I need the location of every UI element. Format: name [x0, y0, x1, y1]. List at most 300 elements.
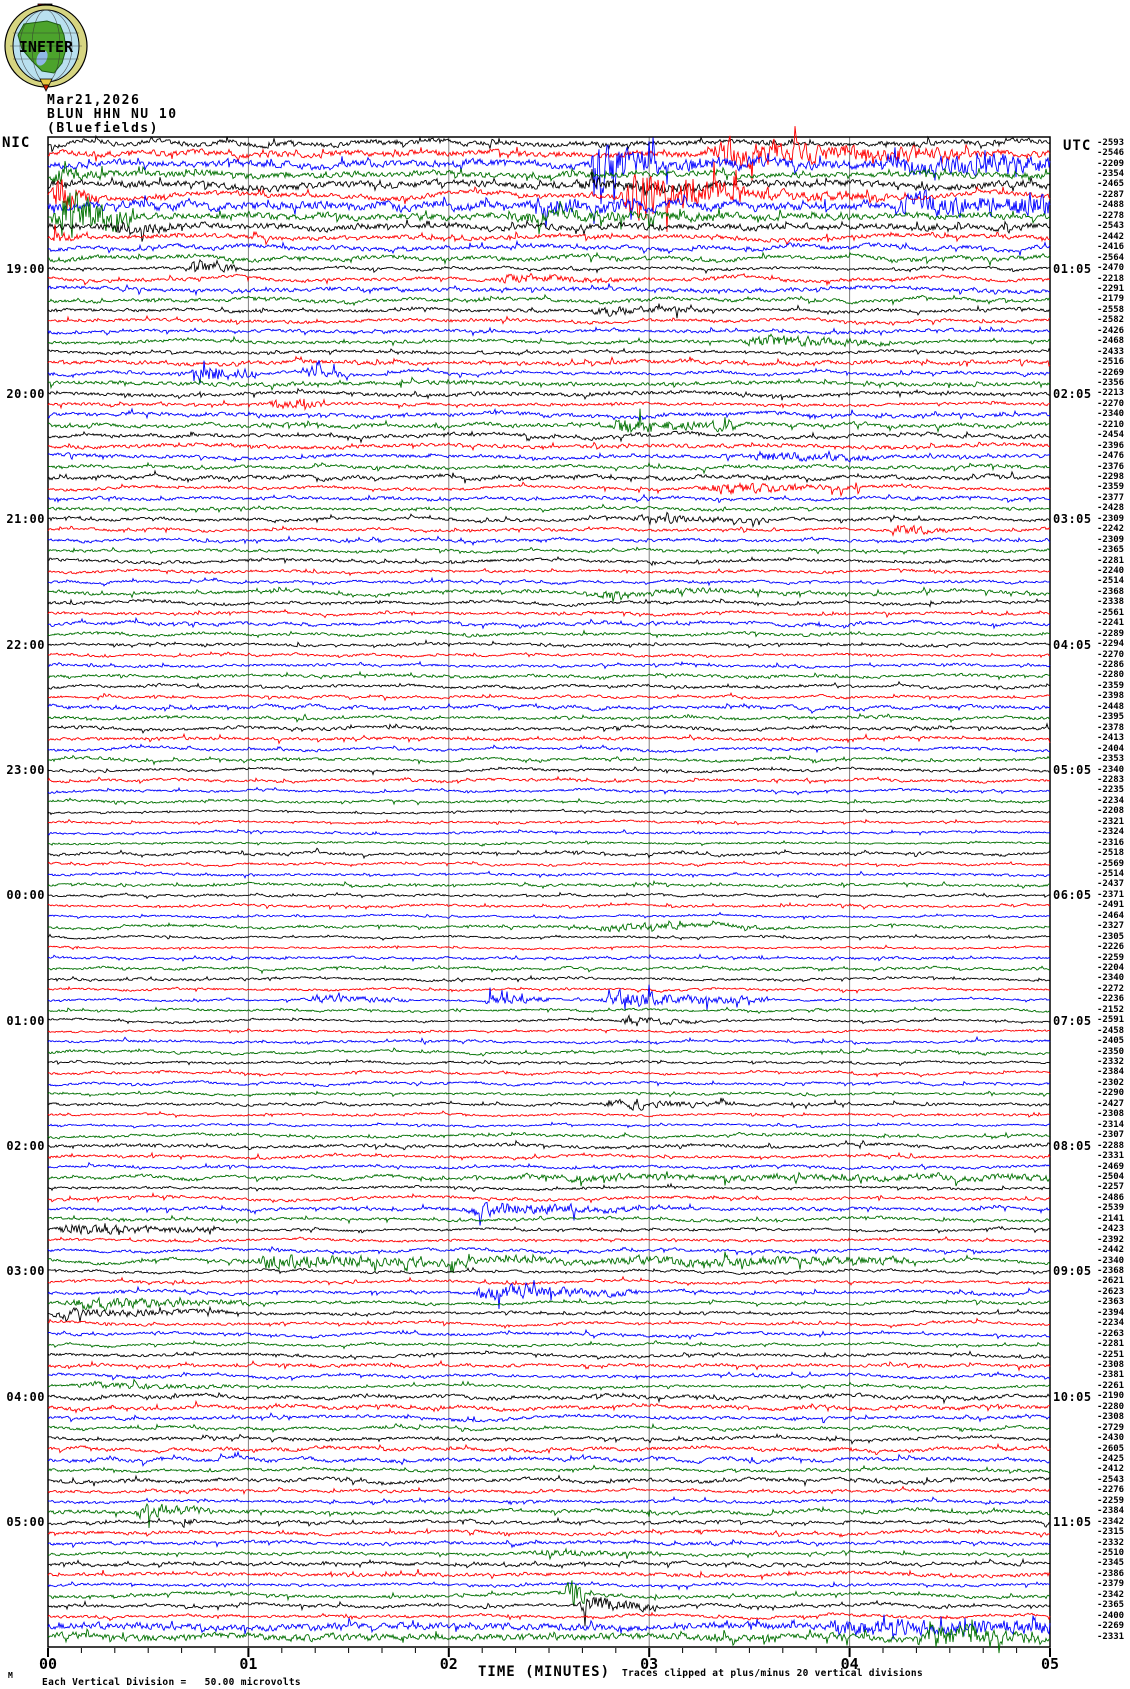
- row-value-label: -2241: [1097, 618, 1125, 629]
- seismo-trace-row-20: [48, 334, 1050, 346]
- seismo-trace-row-134: [48, 1529, 1050, 1537]
- row-value-label: -2240: [1097, 566, 1125, 577]
- row-value-label: -2331: [1097, 1631, 1125, 1642]
- seismo-trace-row-58: [48, 734, 1050, 743]
- row-value-label: -2564: [1097, 252, 1125, 263]
- seismo-trace-row-90: [48, 1070, 1050, 1077]
- seismo-trace-row-69: [48, 848, 1050, 858]
- row-value-label: -2593: [1097, 137, 1125, 148]
- minute-label-03: 03: [640, 1655, 659, 1673]
- seismo-trace-row-6: [48, 162, 1050, 232]
- row-value-label: -2426: [1097, 325, 1125, 336]
- x-axis-title: TIME (MINUTES): [478, 1664, 611, 1680]
- row-value-label: -2605: [1097, 1443, 1125, 1454]
- seismo-trace-row-99: [48, 1163, 1050, 1170]
- seismo-trace-row-114: [48, 1319, 1050, 1328]
- row-value-label: -2394: [1097, 1307, 1125, 1318]
- seismo-trace-row-36: [48, 505, 1050, 513]
- seismo-trace-row-129: [48, 1476, 1050, 1486]
- row-value-label: -2386: [1097, 1568, 1125, 1579]
- seismo-trace-row-141: [48, 1597, 1050, 1626]
- row-value-label: -2384: [1097, 1506, 1125, 1517]
- seismo-trace-row-11: [48, 242, 1050, 256]
- seismo-trace-row-71: [48, 871, 1050, 877]
- seismo-trace-row-108: [48, 1252, 1050, 1273]
- minute-label-02: 02: [439, 1655, 458, 1673]
- row-value-label: -2359: [1097, 680, 1125, 691]
- seismo-trace-row-116: [48, 1341, 1050, 1349]
- row-value-label: -2332: [1097, 1057, 1125, 1068]
- row-value-label: -2226: [1097, 942, 1125, 953]
- seismo-trace-row-18: [48, 316, 1050, 325]
- row-value-label: -2210: [1097, 419, 1125, 430]
- row-value-label: -2315: [1097, 1527, 1125, 1538]
- row-value-label: -2190: [1097, 1391, 1125, 1402]
- seismo-trace-row-112: [48, 1298, 1050, 1311]
- row-value-label: -2291: [1097, 283, 1125, 294]
- hour-label-2100: 21:00: [6, 512, 45, 527]
- row-value-label: -2379: [1097, 1579, 1125, 1590]
- seismo-trace-row-30: [48, 442, 1050, 450]
- seismo-trace-row-100: [48, 1171, 1050, 1186]
- row-value-label: -2384: [1097, 1067, 1125, 1078]
- row-value-label: -2213: [1097, 388, 1125, 399]
- seismo-trace-row-24: [48, 377, 1050, 389]
- row-value-label: -2442: [1097, 231, 1125, 242]
- row-value-label: -2491: [1097, 900, 1125, 911]
- seismo-trace-row-51: [48, 662, 1050, 669]
- row-value-label: -2179: [1097, 294, 1125, 305]
- seismo-trace-row-43: [48, 578, 1050, 586]
- seismo-trace-row-53: [48, 682, 1050, 690]
- seismo-trace-row-8: [48, 192, 1050, 238]
- seismo-trace-row-123: [48, 1413, 1050, 1423]
- row-value-label: -2327: [1097, 921, 1125, 932]
- row-value-label: -2338: [1097, 597, 1125, 608]
- row-value-label: -2281: [1097, 555, 1125, 566]
- row-value-label: -2259: [1097, 952, 1125, 963]
- right-timezone-label: UTC: [1063, 138, 1092, 154]
- seismo-trace-row-26: [48, 399, 1050, 409]
- seismo-trace-row-136: [48, 1549, 1050, 1559]
- row-value-label: -2476: [1097, 451, 1125, 462]
- seismo-trace-row-79: [48, 955, 1050, 961]
- minute-label-04: 04: [840, 1655, 859, 1673]
- hour-label-0405: 04:05: [1053, 637, 1092, 652]
- row-value-label: -2433: [1097, 346, 1125, 357]
- seismo-trace-row-135: [48, 1540, 1050, 1548]
- seismo-trace-row-13: [48, 260, 1050, 273]
- row-value-label: -2464: [1097, 910, 1125, 921]
- row-value-label: -2152: [1097, 1004, 1125, 1015]
- seismo-trace-row-124: [48, 1424, 1050, 1432]
- seismo-trace-row-85: [48, 1016, 1050, 1027]
- minute-label-05: 05: [1040, 1655, 1060, 1673]
- hour-label-0705: 07:05: [1053, 1013, 1092, 1028]
- seismo-trace-row-54: [48, 693, 1050, 700]
- hour-label-0105: 01:05: [1053, 261, 1092, 276]
- seismo-trace-row-37: [48, 513, 1050, 527]
- seismo-trace-row-57: [48, 724, 1050, 733]
- seismo-trace-row-62: [48, 777, 1050, 783]
- row-value-label: -2569: [1097, 858, 1125, 869]
- row-value-label: -2353: [1097, 754, 1125, 765]
- hour-label-0605: 06:05: [1053, 888, 1092, 903]
- hour-label-0505: 05:05: [1053, 763, 1092, 778]
- hour-label-2000: 20:00: [6, 386, 45, 401]
- seismo-trace-row-35: [48, 495, 1050, 503]
- row-value-label: -2340: [1097, 1255, 1125, 1266]
- hour-label-0000: 00:00: [6, 888, 45, 903]
- row-value-label: -2510: [1097, 1548, 1125, 1559]
- row-value-label: -2623: [1097, 1286, 1125, 1297]
- hour-label-1105: 11:05: [1053, 1515, 1092, 1530]
- seismo-trace-row-32: [48, 463, 1050, 473]
- hour-label-2200: 22:00: [6, 637, 45, 652]
- row-value-label: -2381: [1097, 1370, 1125, 1381]
- row-value-label: -2454: [1097, 430, 1125, 441]
- row-value-label: -2359: [1097, 482, 1125, 493]
- seismo-trace-row-133: [48, 1518, 1050, 1527]
- row-value-label: -2423: [1097, 1224, 1125, 1235]
- row-value-label: -2368: [1097, 586, 1125, 597]
- row-value-label: -2395: [1097, 712, 1125, 723]
- seismo-trace-row-72: [48, 881, 1050, 888]
- seismo-trace-row-98: [48, 1153, 1050, 1160]
- row-value-label: -2280: [1097, 1401, 1125, 1412]
- row-value-label: -2465: [1097, 179, 1125, 190]
- seismo-trace-row-121: [48, 1393, 1050, 1403]
- hour-label-0205: 02:05: [1053, 386, 1092, 401]
- minute-label-01: 01: [239, 1655, 258, 1673]
- seismo-trace-row-68: [48, 841, 1050, 846]
- hour-label-2300: 23:00: [6, 763, 45, 778]
- row-value-label: -2281: [1097, 1339, 1125, 1350]
- row-value-label: -2468: [1097, 336, 1125, 347]
- seismo-trace-row-64: [48, 798, 1050, 804]
- seismo-trace-row-61: [48, 767, 1050, 774]
- row-value-label: -2416: [1097, 242, 1125, 253]
- seismo-trace-row-34: [48, 482, 1050, 495]
- scale-value: 50.00 microvolts: [204, 1677, 301, 1688]
- seismo-trace-row-9: [48, 220, 1050, 242]
- row-value-label: -2504: [1097, 1171, 1125, 1182]
- seismo-trace-row-84: [48, 1007, 1050, 1013]
- row-value-label: -2448: [1097, 701, 1125, 712]
- seismo-trace-row-33: [48, 471, 1050, 483]
- seismo-trace-row-88: [48, 1048, 1050, 1056]
- row-value-label: -2365: [1097, 545, 1125, 556]
- row-value-label: -2543: [1097, 221, 1125, 232]
- row-value-label: -2412: [1097, 1464, 1125, 1475]
- row-value-label: -2272: [1097, 983, 1125, 994]
- row-value-label: -2331: [1097, 1151, 1125, 1162]
- seismo-trace-row-16: [48, 295, 1050, 305]
- row-value-label: -2308: [1097, 1359, 1125, 1370]
- seismo-trace-row-96: [48, 1132, 1050, 1138]
- seismo-trace-row-131: [48, 1497, 1050, 1504]
- seismo-trace-row-130: [48, 1487, 1050, 1494]
- seismo-trace-row-107: [48, 1247, 1050, 1255]
- seismo-trace-row-27: [48, 409, 1050, 420]
- row-value-label: -2458: [1097, 1025, 1125, 1036]
- seismo-trace-row-25: [48, 389, 1050, 400]
- header-station: BLUN HHN NU 10: [47, 107, 178, 122]
- row-value-label: -2413: [1097, 733, 1125, 744]
- row-value-label: -2427: [1097, 1098, 1125, 1109]
- seismo-trace-row-81: [48, 976, 1050, 982]
- seismo-trace-row-115: [48, 1330, 1050, 1339]
- row-value-label: -2428: [1097, 503, 1125, 514]
- seismo-trace-row-66: [48, 820, 1050, 825]
- row-value-label: -2469: [1097, 1161, 1125, 1172]
- row-value-label: -2204: [1097, 963, 1125, 973]
- row-value-label: -2309: [1097, 534, 1125, 545]
- seismo-trace-row-50: [48, 652, 1050, 658]
- row-value-label: -2302: [1097, 1077, 1125, 1088]
- row-value-label: -2261: [1097, 1380, 1125, 1391]
- seismo-trace-row-125: [48, 1434, 1050, 1443]
- seismo-trace-row-86: [48, 1029, 1050, 1034]
- seismo-trace-row-19: [48, 327, 1050, 335]
- seismo-trace-row-21: [48, 349, 1050, 356]
- row-value-label: -2235: [1097, 785, 1125, 796]
- row-value-label: -2316: [1097, 837, 1125, 848]
- seismo-trace-row-97: [48, 1141, 1050, 1150]
- row-value-label: -2269: [1097, 1621, 1125, 1632]
- row-value-label: -2396: [1097, 440, 1125, 451]
- row-value-label: -2470: [1097, 263, 1125, 274]
- row-value-label: -2425: [1097, 1454, 1125, 1465]
- seismo-trace-row-49: [48, 640, 1050, 647]
- seismo-trace-row-14: [48, 274, 1050, 285]
- header-date: Mar21,2026: [47, 93, 141, 108]
- hour-label-1005: 10:05: [1053, 1389, 1092, 1404]
- row-value-label: -2342: [1097, 1589, 1125, 1600]
- hour-label-0305: 03:05: [1053, 512, 1092, 527]
- row-value-label: -2269: [1097, 367, 1125, 378]
- seismo-trace-row-63: [48, 788, 1050, 795]
- row-value-label: -2340: [1097, 409, 1125, 420]
- row-value-label: -2486: [1097, 1192, 1125, 1203]
- hour-label-0500: 05:00: [6, 1515, 45, 1530]
- seismo-trace-row-22: [48, 357, 1050, 367]
- row-value-label: -2314: [1097, 1119, 1125, 1130]
- row-value-label: -2305: [1097, 931, 1125, 942]
- hour-label-0300: 03:00: [6, 1264, 45, 1279]
- seismo-trace-row-132: [48, 1504, 1050, 1528]
- row-value-label: -2234: [1097, 1318, 1125, 1329]
- row-value-label: -2368: [1097, 1265, 1125, 1276]
- hour-label-0905: 09:05: [1053, 1264, 1092, 1279]
- row-value-label: -2400: [1097, 1610, 1125, 1621]
- seismo-trace-row-41: [48, 557, 1050, 565]
- row-value-label: -2340: [1097, 764, 1125, 775]
- seismo-trace-row-47: [48, 618, 1050, 628]
- seismo-trace-row-80: [48, 966, 1050, 973]
- row-value-label: -2287: [1097, 189, 1125, 200]
- row-value-label: -2208: [1097, 806, 1125, 817]
- seismo-trace-row-120: [48, 1380, 1050, 1391]
- seismo-trace-row-73: [48, 893, 1050, 899]
- row-value-label: -2141: [1097, 1213, 1125, 1224]
- row-value-label: -2345: [1097, 1558, 1125, 1569]
- row-value-label: -2516: [1097, 357, 1125, 368]
- row-value-label: -2729: [1097, 1422, 1125, 1433]
- seismo-trace-row-102: [48, 1194, 1050, 1203]
- seismo-trace-row-7: [48, 190, 1050, 228]
- row-value-label: -2582: [1097, 315, 1125, 326]
- seismo-trace-row-92: [48, 1091, 1050, 1097]
- hour-label-0200: 02:00: [6, 1139, 45, 1154]
- seismo-trace-row-59: [48, 745, 1050, 753]
- row-value-label: -2342: [1097, 1516, 1125, 1527]
- row-value-label: -2442: [1097, 1245, 1125, 1256]
- row-value-label: -2365: [1097, 1600, 1125, 1611]
- seismo-trace-row-56: [48, 714, 1050, 722]
- row-value-label: -2518: [1097, 848, 1125, 859]
- row-value-label: -2356: [1097, 377, 1125, 388]
- row-value-label: -2289: [1097, 628, 1125, 639]
- seismo-trace-row-139: [48, 1582, 1050, 1590]
- row-value-label: -2236: [1097, 994, 1125, 1005]
- seismo-trace-row-142: [48, 1613, 1050, 1621]
- seismo-trace-row-65: [48, 809, 1050, 814]
- row-value-label: -2621: [1097, 1276, 1125, 1287]
- scale-note: Each Vertical Division =: [42, 1677, 187, 1688]
- seismo-trace-row-106: [48, 1237, 1050, 1242]
- seismo-trace-row-93: [48, 1098, 1050, 1111]
- row-value-label: -2290: [1097, 1088, 1125, 1099]
- row-value-label: -2209: [1097, 158, 1125, 169]
- seismo-trace-row-48: [48, 631, 1050, 638]
- seismo-trace-row-113: [48, 1307, 1050, 1322]
- seismo-trace-row-94: [48, 1111, 1050, 1117]
- seismo-trace-row-55: [48, 704, 1050, 713]
- seismo-trace-row-76: [48, 921, 1050, 932]
- row-value-label: -2430: [1097, 1433, 1125, 1444]
- seismo-trace-row-17: [48, 304, 1050, 319]
- scale-note-gap: [187, 1677, 205, 1688]
- seismo-trace-row-75: [48, 913, 1050, 919]
- row-value-label: -2377: [1097, 492, 1125, 503]
- row-value-label: -2251: [1097, 1349, 1125, 1360]
- seismo-trace-row-77: [48, 935, 1050, 941]
- row-value-label: -2591: [1097, 1015, 1125, 1026]
- row-value-label: -2398: [1097, 691, 1125, 702]
- seismo-trace-row-126: [48, 1444, 1050, 1454]
- seismo-trace-row-60: [48, 756, 1050, 765]
- row-value-label: -2546: [1097, 148, 1125, 159]
- hour-label-0100: 01:00: [6, 1013, 45, 1028]
- row-value-label: -2404: [1097, 743, 1125, 754]
- seismo-trace-row-118: [48, 1361, 1050, 1370]
- seismo-trace-row-127: [48, 1452, 1050, 1466]
- seismo-trace-row-103: [48, 1202, 1050, 1225]
- row-value-label: -2392: [1097, 1234, 1125, 1245]
- row-value-label: -2257: [1097, 1182, 1125, 1193]
- row-value-label: -2263: [1097, 1328, 1125, 1339]
- microvolt-scale-marker: M: [8, 1671, 13, 1680]
- seismo-trace-row-29: [48, 431, 1050, 442]
- row-value-label: -2270: [1097, 649, 1125, 660]
- hour-label-0400: 04:00: [6, 1389, 45, 1404]
- row-value-label: -2363: [1097, 1297, 1125, 1308]
- row-value-label: -2259: [1097, 1495, 1125, 1506]
- row-value-label: -2270: [1097, 398, 1125, 409]
- row-value-label: -2276: [1097, 1485, 1125, 1496]
- row-value-label: -2234: [1097, 795, 1125, 806]
- seismo-trace-row-39: [48, 537, 1050, 545]
- row-value-label: -2324: [1097, 827, 1125, 838]
- row-value-label: -2350: [1097, 1046, 1125, 1057]
- seismo-trace-row-40: [48, 547, 1050, 554]
- seismo-trace-row-74: [48, 903, 1050, 909]
- seismo-trace-row-70: [48, 861, 1050, 866]
- logo-text: INETER: [18, 38, 74, 56]
- seismo-trace-row-128: [48, 1466, 1050, 1474]
- header-location: (Bluefields): [47, 121, 159, 136]
- seismo-trace-row-15: [48, 284, 1050, 295]
- row-value-label: -2286: [1097, 660, 1125, 671]
- seismo-trace-row-105: [48, 1223, 1050, 1235]
- seismo-trace-row-109: [48, 1268, 1050, 1275]
- seismo-trace-row-52: [48, 672, 1050, 679]
- seismo-trace-row-87: [48, 1037, 1050, 1044]
- row-value-label: -2218: [1097, 273, 1125, 284]
- row-value-label: -2280: [1097, 670, 1125, 681]
- row-value-label: -2539: [1097, 1203, 1125, 1214]
- row-value-label: -2354: [1097, 169, 1125, 180]
- row-value-label: -2405: [1097, 1036, 1125, 1047]
- row-value-label: -2543: [1097, 1474, 1125, 1485]
- row-value-label: -2308: [1097, 1412, 1125, 1423]
- row-value-label: -2242: [1097, 524, 1125, 535]
- seismo-trace-row-101: [48, 1184, 1050, 1192]
- seismo-trace-row-44: [48, 587, 1050, 602]
- left-timezone-label: NIC: [2, 135, 31, 151]
- seismo-trace-row-38: [48, 525, 1050, 535]
- seismo-trace-row-78: [48, 945, 1050, 950]
- seismo-trace-row-31: [48, 452, 1050, 462]
- seismo-trace-row-28: [48, 409, 1050, 433]
- seismo-trace-row-12: [48, 253, 1050, 265]
- row-value-label: -2309: [1097, 513, 1125, 524]
- seismo-trace-row-67: [48, 830, 1050, 835]
- row-value-label: -2278: [1097, 210, 1125, 221]
- seismo-trace-row-82: [48, 987, 1050, 993]
- seismo-trace-row-91: [48, 1081, 1050, 1087]
- seismo-trace-row-104: [48, 1216, 1050, 1223]
- clip-note: Traces clipped at plus/minus 20 vertical divisions: [622, 1668, 923, 1679]
- row-value-label: -2558: [1097, 304, 1125, 315]
- seismo-trace-row-117: [48, 1351, 1050, 1359]
- seismo-trace-row-10: [48, 225, 1050, 245]
- seismo-trace-row-89: [48, 1060, 1050, 1066]
- row-value-label: -2332: [1097, 1537, 1125, 1548]
- row-value-label: -2288: [1097, 1140, 1125, 1151]
- row-value-label: -2307: [1097, 1130, 1125, 1141]
- seismo-trace-row-138: [48, 1569, 1050, 1579]
- row-value-label: -2514: [1097, 868, 1125, 879]
- row-value-label: -2308: [1097, 1109, 1125, 1120]
- row-value-label: -2437: [1097, 879, 1125, 890]
- row-value-label: -2488: [1097, 200, 1125, 211]
- seismo-trace-row-95: [48, 1122, 1050, 1128]
- seismo-trace-row-119: [48, 1372, 1050, 1380]
- seismo-trace-row-45: [48, 599, 1050, 607]
- seismo-trace-row-137: [48, 1559, 1050, 1568]
